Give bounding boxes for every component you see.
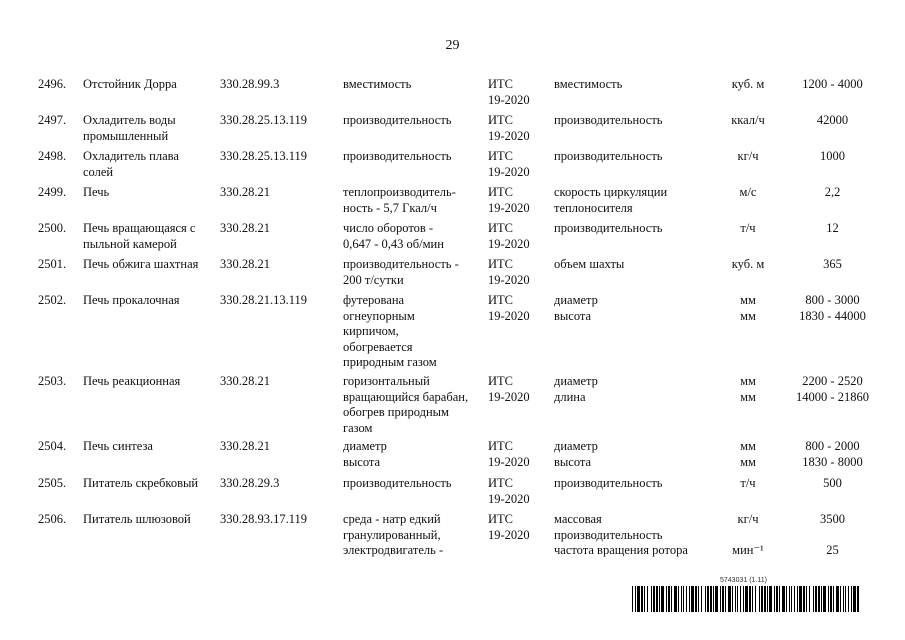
unit: кг/ч — [737, 149, 759, 163]
parameter: диаметр длина — [554, 374, 598, 404]
okpd-code: 330.28.99.3 — [220, 77, 280, 91]
parameter: производительность — [554, 221, 663, 235]
okpd-code: 330.28.25.13.119 — [220, 113, 308, 127]
unit: мм мм — [740, 439, 756, 469]
characteristic: диаметр высота — [343, 439, 387, 469]
value: 42000 — [816, 113, 849, 127]
okpd-code: 330.28.21.13.119 — [220, 293, 308, 307]
row-number: 2497. — [38, 113, 67, 127]
unit: мм мм — [740, 374, 756, 404]
barcode-caption: 5743031 (1.11) — [720, 577, 767, 584]
value: 1000 — [820, 149, 845, 163]
unit: ккал/ч — [731, 113, 765, 127]
row-number: 2500. — [38, 221, 67, 235]
parameter: диаметр высота — [554, 293, 598, 323]
characteristic: среда - натр едкий гранулированный, электродвигатель - — [343, 512, 444, 557]
its-reference: ИТС 19-2020 — [488, 113, 530, 143]
characteristic: вместимость — [343, 77, 412, 91]
okpd-code: 330.28.29.3 — [220, 476, 280, 490]
value: 1200 - 4000 — [802, 77, 863, 91]
its-reference: ИТС 19-2020 — [488, 221, 530, 251]
row-number: 2501. — [38, 257, 67, 271]
unit: куб. м — [731, 257, 765, 271]
parameter: производительность — [554, 113, 663, 127]
unit: т/ч — [740, 221, 756, 235]
characteristic: производительность — [343, 113, 452, 127]
parameter: производительность — [554, 476, 663, 490]
parameter: вместимость — [554, 77, 623, 91]
equipment-name: Питатель скребковый — [83, 476, 199, 490]
its-reference: ИТС 19-2020 — [488, 293, 530, 323]
equipment-name: Печь синтеза — [83, 439, 153, 453]
okpd-code: 330.28.25.13.119 — [220, 149, 308, 163]
characteristic: горизонтальный вращающийся барабан, обогрев природным газом — [343, 374, 469, 435]
okpd-code: 330.28.21 — [220, 185, 270, 199]
its-reference: ИТС 19-2020 — [488, 185, 530, 215]
row-number: 2502. — [38, 293, 67, 307]
row-number: 2496. — [38, 77, 67, 91]
characteristic: производительность - 200 т/сутки — [343, 257, 459, 287]
okpd-code: 330.28.21 — [220, 439, 270, 453]
value: 500 — [823, 476, 842, 490]
parameter: диаметр высота — [554, 439, 598, 469]
value: 12 — [826, 221, 839, 235]
its-reference: ИТС 19-2020 — [488, 257, 530, 287]
its-reference: ИТС 19-2020 — [488, 476, 530, 506]
value: 3500 25 — [820, 512, 845, 557]
equipment-name: Печь вращающаяся с пыльной камерой — [83, 221, 196, 251]
characteristic: число оборотов - 0,647 - 0,43 об/мин — [343, 221, 444, 251]
characteristic: производительность — [343, 149, 452, 163]
value: 2,2 — [824, 185, 841, 199]
its-reference: ИТС 19-2020 — [488, 77, 530, 107]
characteristic: теплопроизводитель- ность - 5,7 Гкал/ч — [343, 185, 456, 215]
unit: куб. м — [731, 77, 765, 91]
page-number: 29 — [445, 38, 460, 53]
value: 365 — [823, 257, 842, 271]
equipment-name: Охладитель воды промышленный — [83, 113, 176, 143]
its-reference: ИТС 19-2020 — [488, 439, 530, 469]
equipment-name: Печь — [83, 185, 110, 199]
parameter: производительность — [554, 149, 663, 163]
parameter: массовая производительность частота вращения ротора — [554, 512, 688, 557]
equipment-name: Печь прокалочная — [83, 293, 180, 307]
its-reference: ИТС 19-2020 — [488, 512, 530, 542]
its-reference: ИТС 19-2020 — [488, 149, 530, 179]
unit: мм мм — [740, 293, 756, 323]
row-number: 2498. — [38, 149, 67, 163]
row-number: 2506. — [38, 512, 67, 526]
row-number: 2499. — [38, 185, 67, 199]
unit: т/ч — [740, 476, 756, 490]
row-number: 2505. — [38, 476, 67, 490]
equipment-name: Охладитель плава солей — [83, 149, 179, 179]
row-number: 2504. — [38, 439, 67, 453]
equipment-name: Печь реакционная — [83, 374, 181, 388]
okpd-code: 330.28.93.17.119 — [220, 512, 308, 526]
barcode — [632, 586, 860, 612]
equipment-name: Печь обжига шахтная — [83, 257, 199, 271]
characteristic: футерована огнеупорным кирпичом, обогревается природным газом — [343, 293, 437, 369]
equipment-name: Питатель шлюзовой — [83, 512, 191, 526]
okpd-code: 330.28.21 — [220, 221, 270, 235]
value: 2200 - 2520 14000 - 21860 — [796, 374, 869, 404]
value: 800 - 2000 1830 - 8000 — [802, 439, 863, 469]
value: 800 - 3000 1830 - 44000 — [799, 293, 866, 323]
okpd-code: 330.28.21 — [220, 257, 270, 271]
equipment-name: Отстойник Дорра — [83, 77, 177, 91]
parameter: объем шахты — [554, 257, 625, 271]
okpd-code: 330.28.21 — [220, 374, 270, 388]
its-reference: ИТС 19-2020 — [488, 374, 530, 404]
characteristic: производительность — [343, 476, 452, 490]
parameter: скорость циркуляции теплоносителя — [554, 185, 668, 215]
unit: кг/ч мин⁻¹ — [732, 512, 764, 557]
unit: м/с — [739, 185, 757, 199]
row-number: 2503. — [38, 374, 67, 388]
